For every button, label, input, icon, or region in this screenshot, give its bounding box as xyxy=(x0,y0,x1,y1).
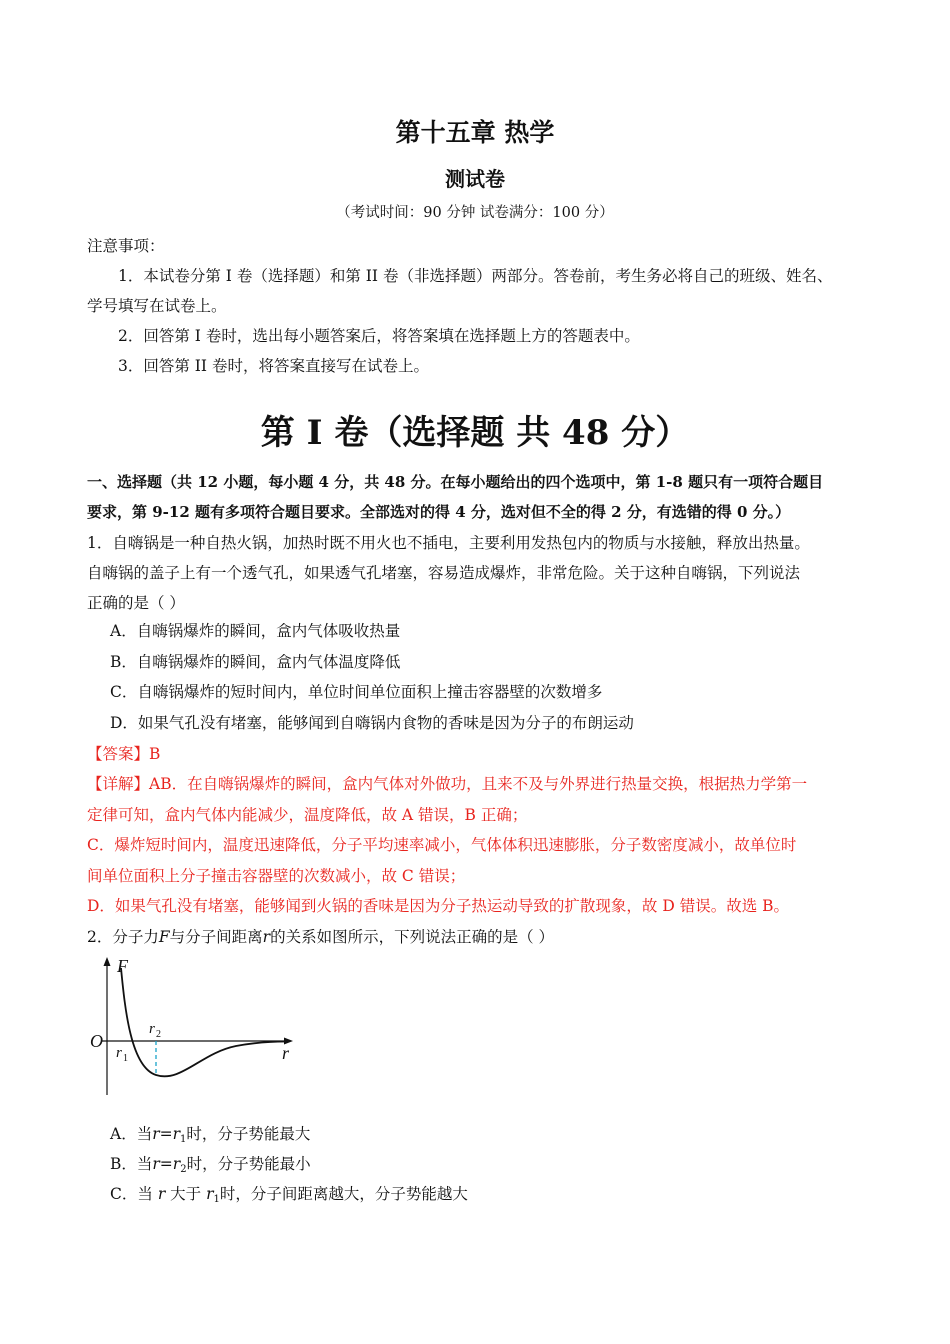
q1-stem-line-3: 正确的是（ ） xyxy=(87,594,185,612)
force-distance-graph xyxy=(86,955,301,1100)
r1-label: r xyxy=(116,1045,122,1061)
section-instructions-cont: 要求，第 9-12 题有多项符合题目要求。全部选对的得 4 分，选对但不全的得 2 分，有选错的得 0 分。） xyxy=(87,503,791,521)
page-title: 第十五章 热学 xyxy=(395,118,555,147)
q1-option-d: D．如果气孔没有堵塞，能够闻到自嗨锅内食物的香味是因为分子的布朗运动 xyxy=(110,714,634,732)
q2-stem-text-3: 的关系如图所示，下列说法正确的是（ ） xyxy=(270,928,555,946)
q1-detail-4: 间单位面积上分子撞击容器壁的次数减小，故 C 错误； xyxy=(87,867,466,885)
section-instructions: 一、选择题（共 12 小题，每小题 4 分，共 48 分。在每小题给出的四个选项中，第 1-8 题只有一项符合题目 xyxy=(87,473,824,491)
note-item-3: 3．回答第 II 卷时，将答案直接写在试卷上。 xyxy=(118,357,429,375)
q1-answer: 【答案】B xyxy=(87,745,161,763)
y-axis-arrow xyxy=(104,957,111,966)
q2-option-b-text-1: B．当 xyxy=(110,1155,153,1173)
q2-option-c-sub: 1 xyxy=(213,1194,220,1205)
r2-label: r xyxy=(149,1021,155,1037)
q1-option-b: B．自嗨锅爆炸的瞬间，盒内气体温度降低 xyxy=(110,653,401,671)
force-curve xyxy=(121,968,286,1076)
q2-option-c-r: r xyxy=(157,1185,166,1203)
q2-option-a-text-2: 时，分子势能最大 xyxy=(186,1125,311,1143)
q2-stem-var-f: F xyxy=(158,928,170,946)
q1-detail-2: 定律可知，盒内气体内能减少，温度降低，故 A 错误，B 正确； xyxy=(87,806,528,824)
q2-option-c-text-3: 时，分子间距离越大，分子势能越大 xyxy=(219,1185,468,1203)
q2-stem xyxy=(87,927,554,947)
q2-option-a-math: r=r xyxy=(152,1125,181,1143)
q1-detail-3: C．爆炸短时间内，温度迅速降低，分子平均速率减小，气体体积迅速膨胀，分子数密度减小，故单位时 xyxy=(87,836,797,854)
q2-option-a xyxy=(110,1124,310,1144)
x-axis-label: r xyxy=(282,1043,290,1063)
q2-stem-text-1: 2．分子力 xyxy=(87,928,159,946)
q2-option-a-sub: 1 xyxy=(180,1134,187,1145)
q2-option-a-text-1: A．当 xyxy=(110,1125,153,1143)
q2-option-c-text-1: C．当 xyxy=(110,1185,153,1203)
r1-subscript: 1 xyxy=(123,1053,128,1064)
note-item-1-cont: 学号填写在试卷上。 xyxy=(87,297,227,315)
page-subtitle: 测试卷 xyxy=(445,167,505,191)
exam-info: （考试时间：90 分钟 试卷满分：100 分） xyxy=(336,205,614,221)
q2-option-b-text-2: 时，分子势能最小 xyxy=(186,1155,311,1173)
note-item-2: 2．回答第 I 卷时，选出每小题答案后，将答案填在选择题上方的答题表中。 xyxy=(118,327,640,345)
q1-option-a: A．自嗨锅爆炸的瞬间，盒内气体吸收热量 xyxy=(110,622,401,640)
origin-label: O xyxy=(90,1031,103,1051)
q2-option-c-math: r xyxy=(206,1185,214,1203)
q2-stem-text-2: 与分子间距离 xyxy=(169,928,263,946)
q1-detail-1: 【详解】AB．在自嗨锅爆炸的瞬间，盒内气体对外做功，且来不及与外界进行热量交换，根据热力学第一 xyxy=(87,775,808,793)
y-axis-label: F xyxy=(117,956,128,976)
r2-subscript: 2 xyxy=(156,1029,161,1040)
q1-option-c: C．自嗨锅爆炸的短时间内，单位时间单位面积上撞击容器壁的次数增多 xyxy=(110,683,603,701)
q2-option-c-text-2: 大于 xyxy=(170,1185,202,1203)
q1-stem: 1．自嗨锅是一种自热火锅，加热时既不用火也不插电，主要利用发热包内的物质与水接触，释放出热量。 xyxy=(87,534,810,552)
q1-stem-line-2: 自嗨锅的盖子上有一个透气孔，如果透气孔堵塞，容易造成爆炸，非常危险。关于这种自嗨锅，下列说法 xyxy=(87,564,801,582)
notes-heading: 注意事项： xyxy=(87,237,165,255)
part1-heading: 第 I 卷（选择题 共 48 分） xyxy=(260,413,690,453)
q1-detail-5: D．如果气孔没有堵塞，能够闻到火锅的香味是因为分子热运动导致的扩散现象，故 D 错误。故选 B。 xyxy=(87,897,790,915)
q2-option-c xyxy=(110,1184,468,1204)
q2-option-b-math: r=r xyxy=(152,1155,181,1173)
note-item-1: 1．本试卷分第 I 卷（选择题）和第 II 卷（非选择题）两部分。答卷前，考生务必将自己的班级、姓名、 xyxy=(118,267,833,285)
q2-option-b xyxy=(110,1154,311,1174)
q2-option-b-sub: 2 xyxy=(180,1164,187,1175)
q2-stem-var-r: r xyxy=(262,928,271,946)
